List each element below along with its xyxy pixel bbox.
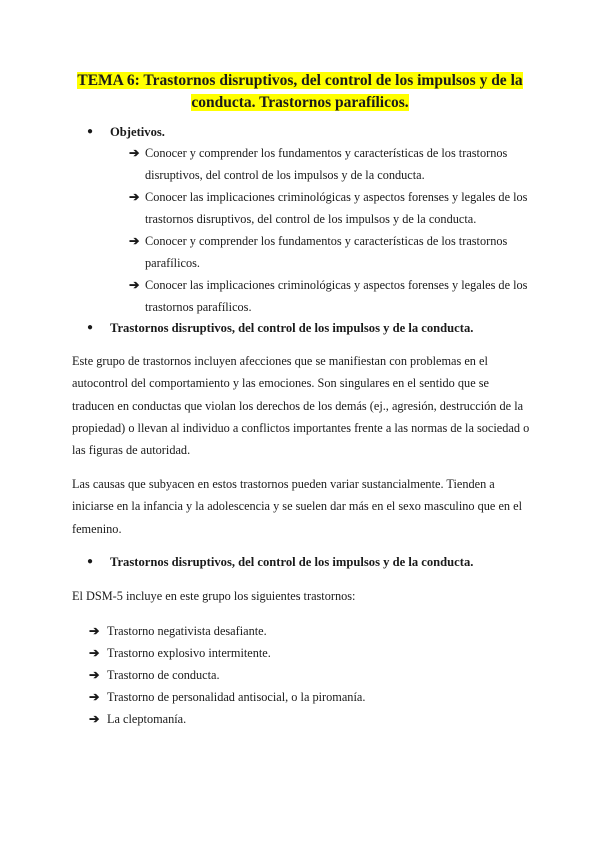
bullet-icon: ● [87,126,94,137]
arrow-right-icon: ➔ [89,712,100,726]
list-item [89,708,527,730]
objective-item-text: Conocer y comprender los fundamentos y características de los trastornos parafílicos. [145,234,508,270]
list-item-text: Trastorno de conducta. [107,668,220,682]
list-item-text: La cleptomanía. [107,712,187,726]
objective-item [129,230,535,274]
section-heading [87,319,474,337]
objective-item [129,142,535,186]
arrow-right-icon: ➔ [129,190,140,204]
arrow-right-icon: ➔ [129,146,140,160]
list-item [89,620,527,642]
body-paragraph: Este grupo de trastornos incluyen afecciones que se manifiestan con problemas en el autocontrol del comportamiento y las emociones. Son singulares en el sentido que se traducen en conductas que violan los derechos de los demás (ej., agresión, destrucción de la propiedad) o llevan al individuo a conflictos importantes frente a las normas de la sociedad o las figuras de autoridad. [72,354,530,458]
arrow-right-icon: ➔ [129,278,140,292]
list-item [89,642,527,664]
arrow-right-icon: ➔ [89,668,100,682]
list-item-text: Trastorno explosivo intermitente. [107,646,271,660]
arrow-right-icon: ➔ [129,234,140,248]
objective-item-text: Conocer las implicaciones criminológicas y aspectos forenses y legales de los trastornos disruptivos, del control de los impulsos y de la conducta. [145,190,528,226]
arrow-right-icon: ➔ [89,624,100,638]
body-paragraph: El DSM-5 incluye en este grupo los siguientes trastornos: [72,589,356,603]
objective-item [129,274,535,318]
section-heading-text: Trastornos disruptivos, del control de los impulsos y de la conducta. [110,321,474,335]
objective-item-text: Conocer las implicaciones criminológicas y aspectos forenses y legales de los trastornos parafílicos. [145,278,528,314]
arrow-right-icon: ➔ [89,690,100,704]
section-heading [87,553,474,571]
objectives-heading-text: Objetivos. [110,125,165,139]
section-heading-text: Trastornos disruptivos, del control de los impulsos y de la conducta. [110,555,474,569]
page-title [60,70,540,114]
arrow-right-icon: ➔ [89,646,100,660]
list-item-text: Trastorno de personalidad antisocial, o la piromanía. [107,690,366,704]
bullet-icon: ● [87,322,94,333]
objectives-heading [87,123,165,141]
objective-item-text: Conocer y comprender los fundamentos y características de los trastornos disruptivos, del control de los impulsos y de la conducta. [145,146,508,182]
title-line-1: TEMA 6: Trastornos disruptivos, del control de los impulsos y de la [77,72,523,89]
list-item [89,686,527,708]
body-paragraph: Las causas que subyacen en estos trastornos pueden variar sustancialmente. Tienden a iniciarse en la infancia y la adolescencia y se suelen dar más en el sexo masculino que en el femenino. [72,477,523,536]
bullet-icon: ● [87,556,94,567]
objective-item [129,186,535,230]
title-line-2: conducta. Trastornos parafílicos. [191,94,409,111]
list-item-text: Trastorno negativista desafiante. [107,624,267,638]
list-item [89,664,527,686]
